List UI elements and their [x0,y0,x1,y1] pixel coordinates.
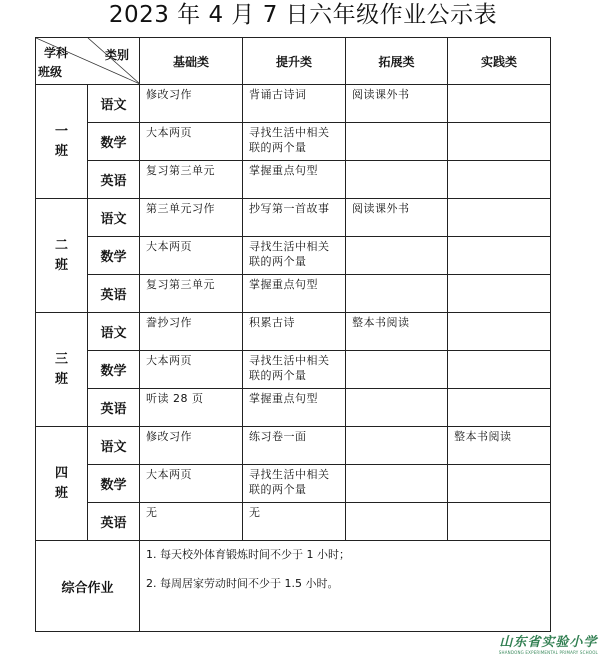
summary-notes [140,541,551,632]
homework-cell [448,389,551,427]
homework-cell [448,275,551,313]
table-row [36,123,551,161]
table-row [36,465,551,503]
column-header-basic: 基础类 [140,38,243,85]
class-label: 三 班 [36,313,88,427]
table-row [36,503,551,541]
homework-cell: 整本书阅读 [346,313,448,351]
homework-cell [448,503,551,541]
subject-label: 语文 [88,427,140,465]
subject-label: 数学 [88,351,140,389]
homework-cell: 复习第三单元 [140,275,243,313]
homework-cell: 寻找生活中相关联的两个量 [243,123,346,161]
class-label: 一 班 [36,85,88,199]
corner-subject-label: 学科 [44,46,69,60]
homework-cell: 大本两页 [140,465,243,503]
subject-label: 英语 [88,275,140,313]
homework-cell: 修改习作 [140,427,243,465]
homework-cell: 阅读课外书 [346,199,448,237]
homework-cell: 复习第三单元 [140,161,243,199]
subject-label: 数学 [88,237,140,275]
table-row [36,85,551,123]
homework-cell: 无 [243,503,346,541]
subject-label: 英语 [88,503,140,541]
homework-cell: 寻找生活中相关联的两个量 [243,351,346,389]
homework-cell [448,313,551,351]
homework-cell: 听读 28 页 [140,389,243,427]
homework-cell [448,465,551,503]
subject-label: 英语 [88,389,140,427]
table-row [36,313,551,351]
homework-cell [346,427,448,465]
homework-cell [346,123,448,161]
corner-category-label: 类别 [104,48,129,62]
subject-label: 英语 [88,161,140,199]
subject-label: 语文 [88,85,140,123]
homework-cell [346,465,448,503]
class-label: 二 班 [36,199,88,313]
school-logo [499,631,598,655]
homework-cell [346,275,448,313]
homework-cell: 抄写第一首故事 [243,199,346,237]
homework-cell: 掌握重点句型 [243,275,346,313]
homework-cell: 大本两页 [140,237,243,275]
homework-cell: 无 [140,503,243,541]
table-row [36,351,551,389]
corner-header [36,38,140,85]
homework-cell [346,351,448,389]
homework-cell: 寻找生活中相关联的两个量 [243,237,346,275]
column-header-extend: 拓展类 [346,38,448,85]
homework-cell [346,237,448,275]
logo-name-en: SHANDONG EXPERIMENTAL PRIMARY SCHOOL [498,650,598,655]
homework-cell [448,123,551,161]
homework-cell [448,199,551,237]
homework-cell: 积累古诗 [243,313,346,351]
table-row [36,237,551,275]
homework-cell: 誊抄习作 [140,313,243,351]
subject-label: 数学 [88,465,140,503]
homework-cell: 修改习作 [140,85,243,123]
summary-note: 1. 每天校外体育锻炼时间不少于 1 小时； [146,548,350,561]
homework-cell [448,85,551,123]
homework-cell [346,389,448,427]
table-row [36,427,551,465]
summary-label: 综合作业 [36,541,140,632]
table-row [36,275,551,313]
table-row [36,161,551,199]
table-row [36,199,551,237]
homework-cell: 背诵古诗词 [243,85,346,123]
summary-note: 2. 每周居家劳动时间不少于 1.5 小时。 [146,577,339,590]
subject-label: 语文 [88,313,140,351]
column-header-improve: 提升类 [243,38,346,85]
homework-cell: 练习卷一面 [243,427,346,465]
homework-cell: 掌握重点句型 [243,389,346,427]
table-row [36,389,551,427]
subject-label: 数学 [88,123,140,161]
homework-cell: 阅读课外书 [346,85,448,123]
homework-cell: 大本两页 [140,123,243,161]
homework-cell: 掌握重点句型 [243,161,346,199]
subject-label: 语文 [88,199,140,237]
homework-cell: 整本书阅读 [448,427,551,465]
homework-cell [346,161,448,199]
homework-table [35,37,551,632]
homework-cell: 大本两页 [140,351,243,389]
corner-class-label: 班级 [38,65,63,79]
homework-cell [448,237,551,275]
summary-row [36,541,551,632]
homework-cell [346,503,448,541]
logo-name-zh: 山东省实验小学 [499,635,598,650]
class-label: 四 班 [36,427,88,541]
homework-cell: 寻找生活中相关联的两个量 [243,465,346,503]
page-title: 2023 年 4 月 7 日六年级作业公示表 [108,2,498,28]
homework-cell [448,161,551,199]
header-row [36,38,551,85]
homework-cell [448,351,551,389]
column-header-practice: 实践类 [448,38,551,85]
homework-cell: 第三单元习作 [140,199,243,237]
